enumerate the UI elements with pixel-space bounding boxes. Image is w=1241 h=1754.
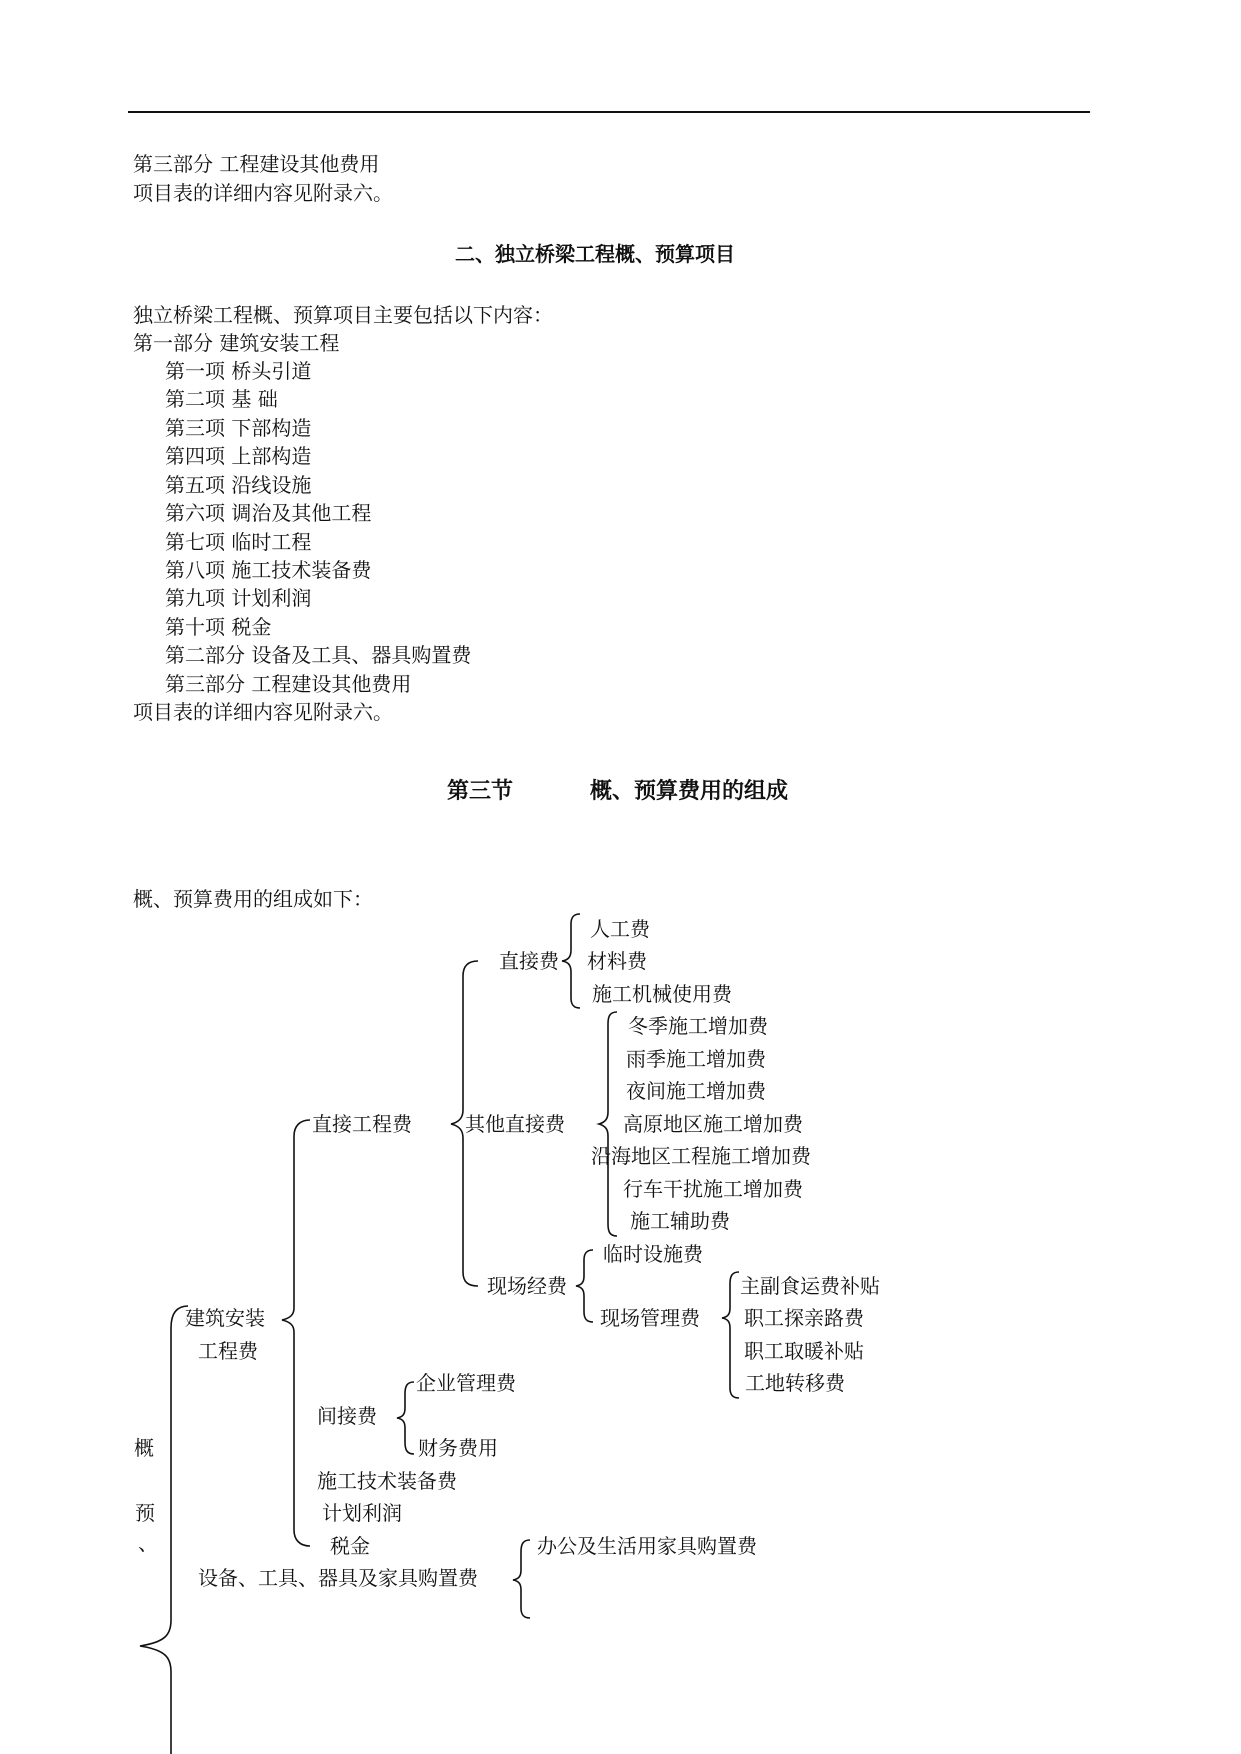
composition-intro: 概、预算费用的组成如下： xyxy=(133,887,373,911)
tree-root-char: 概 xyxy=(134,1436,154,1460)
brace xyxy=(140,1306,188,1754)
tree-node: 职工探亲路费 xyxy=(744,1306,864,1330)
tree-node: 企业管理费 xyxy=(416,1371,516,1395)
tree-node: 其他直接费 xyxy=(465,1112,565,1136)
tree-node: 临时设施费 xyxy=(603,1242,703,1266)
bridge-item: 第二项 基 础 xyxy=(165,387,278,411)
tree-node: 间接费 xyxy=(317,1404,377,1428)
tree-node: 主副食运费补贴 xyxy=(740,1274,880,1298)
bridge-intro: 独立桥梁工程概、预算项目主要包括以下内容： xyxy=(133,303,553,327)
tree-node: 高原地区施工增加费 xyxy=(623,1112,803,1136)
bridge-item: 第四项 上部构造 xyxy=(165,444,312,468)
tree-node: 雨季施工增加费 xyxy=(626,1047,766,1071)
bridge-part1: 第一部分 建筑安装工程 xyxy=(133,331,340,355)
appendix-note: 项目表的详细内容见附录六。 xyxy=(133,181,393,205)
tree-node: 现场管理费 xyxy=(600,1306,700,1330)
tree-node: 工地转移费 xyxy=(745,1371,845,1395)
section-heading-number: 第三节 xyxy=(447,779,514,804)
section-heading-bridge: 二、独立桥梁工程概、预算项目 xyxy=(455,242,735,266)
brace xyxy=(599,1012,617,1236)
tree-root-char: 、 xyxy=(138,1531,158,1555)
tree-node: 直接费 xyxy=(499,949,559,973)
tree-node: 直接工程费 xyxy=(312,1112,412,1136)
brace xyxy=(451,961,478,1286)
brace xyxy=(562,914,580,1008)
tree-node: 材料费 xyxy=(587,949,647,973)
bridge-item: 第三部分 工程建设其他费用 xyxy=(165,672,412,696)
bridge-item: 第十项 税金 xyxy=(165,615,272,639)
section-heading-title: 概、预算费用的组成 xyxy=(590,779,789,804)
tree-node: 沿海地区工程施工增加费 xyxy=(591,1144,811,1168)
tree-node: 计划利润 xyxy=(322,1501,402,1525)
bridge-item: 第一项 桥头引道 xyxy=(165,359,312,383)
tree-node: 办公及生活用家具购置费 xyxy=(537,1534,757,1558)
bridge-item: 第五项 沿线设施 xyxy=(165,473,312,497)
brace xyxy=(513,1540,530,1618)
bridge-item: 第六项 调治及其他工程 xyxy=(165,501,372,525)
tree-node: 职工取暖补贴 xyxy=(744,1339,864,1363)
bridge-item: 第二部分 设备及工具、器具购置费 xyxy=(165,643,472,667)
tree-node: 财务费用 xyxy=(418,1436,498,1460)
brace xyxy=(722,1272,739,1398)
tree-node: 设备、工具、器具及家具购置费 xyxy=(198,1566,478,1590)
tree-node: 现场经费 xyxy=(487,1274,567,1298)
part3-line: 第三部分 工程建设其他费用 xyxy=(133,152,380,176)
bridge-item: 第八项 施工技术装备费 xyxy=(165,558,372,582)
tree-root-char: 预 xyxy=(135,1501,155,1525)
tree-node: 施工机械使用费 xyxy=(592,982,732,1006)
bridge-item: 第七项 临时工程 xyxy=(165,530,312,554)
bridge-appendix-note: 项目表的详细内容见附录六。 xyxy=(133,700,393,724)
tree-node: 建筑安装 xyxy=(185,1306,265,1330)
tree-node: 夜间施工增加费 xyxy=(626,1079,766,1103)
bridge-item: 第三项 下部构造 xyxy=(165,416,312,440)
brace xyxy=(576,1250,593,1322)
tree-node: 人工费 xyxy=(590,917,650,941)
tree-node: 工程费 xyxy=(198,1339,258,1363)
brace xyxy=(397,1382,414,1454)
tree-node: 行车干扰施工增加费 xyxy=(623,1177,803,1201)
tree-node: 冬季施工增加费 xyxy=(628,1014,768,1038)
tree-node: 施工技术装备费 xyxy=(317,1469,457,1493)
brace xyxy=(282,1120,310,1546)
tree-node: 税金 xyxy=(330,1534,370,1558)
tree-node: 施工辅助费 xyxy=(630,1209,730,1233)
bridge-item: 第九项 计划利润 xyxy=(165,586,312,610)
